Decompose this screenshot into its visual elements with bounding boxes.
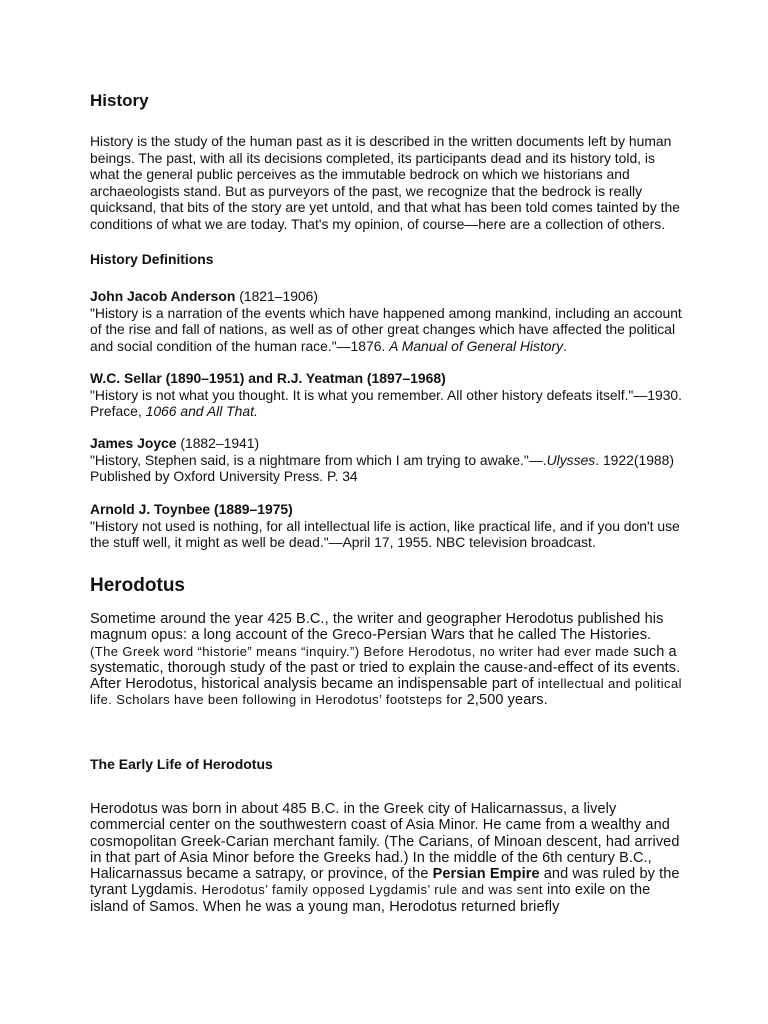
intro-text: Sometime around the year 425 B.C., the writer and geographer Herodotus published his magnum opus: a long account of the Greco-Persian Wars that he called The Histories. bbox=[90, 611, 664, 644]
definition-author: W.C. Sellar (1890–1951) and R.J. Yeatman (1897–1968) bbox=[90, 370, 446, 386]
quote-text: "History is a narration of the events which have happened among mankind, including an account of the rise and fall of nations, as well as of other great changes which have affected the political and social condition of the human race."—1876. bbox=[90, 304, 682, 354]
definitions-heading: History Definitions bbox=[90, 251, 214, 267]
definition-dates: (1821–1906) bbox=[235, 288, 318, 304]
body-text: Herodotus’ family opposed Lygdamis’ rule and was sent bbox=[201, 882, 543, 898]
quote-text: "History, Stephen said, is a nightmare from which I am trying to awake."—. bbox=[90, 451, 547, 468]
intro-text: intellectual and political life. Scholars have been following in Herodotus’ footsteps for bbox=[90, 676, 682, 708]
definition-author: Arnold J. Toynbee (1889–1975) bbox=[90, 501, 293, 517]
definition-entry bbox=[90, 435, 682, 485]
definition-author: James Joyce bbox=[90, 435, 177, 451]
definition-quote bbox=[90, 387, 682, 420]
quote-tail: . bbox=[563, 337, 567, 354]
quote-tail: . 1922(1988) Published by Oxford University Press. P. 34 bbox=[90, 451, 675, 484]
definition-quote bbox=[90, 452, 682, 485]
history-title: History bbox=[90, 91, 149, 110]
herodotus-intro bbox=[90, 611, 682, 709]
intro-text: such a systematic, thorough study of the past or tried to explain the cause-and-effect of its events. After Herodotus, historical analysis became an indispensable part of bbox=[90, 643, 681, 693]
quote-source: A Manual of General History bbox=[389, 337, 564, 354]
definition-quote bbox=[90, 305, 682, 355]
body-text: into exile on the island of Samos. When he was a young man, Herodotus returned briefly bbox=[90, 882, 651, 915]
quote-text: "History not used is nothing, for all intellectual life is action, like practical life, and if you don't use the stuff well, it might as well be dead."—April 17, 1955. NBC television broadcast. bbox=[90, 517, 680, 550]
definition-entry bbox=[90, 288, 682, 354]
body-text: Herodotus was born in about 485 B.C. in the Greek city of Halicarnassus, a lively commercial center on the southwestern coast of Asia Minor. He came from a wealthy and cosmopolitan Greek-Carian merchant family. (The Carians, of Minoan descent, had arrived in that part of Asia Minor before the Greeks had.) In the middle of the 6th century B.C., Halicarnassus became a satrapy, or province, of the bbox=[90, 801, 680, 883]
herodotus-title: Herodotus bbox=[90, 575, 185, 596]
definition-entry bbox=[90, 370, 682, 420]
definition-dates: (1882–1941) bbox=[176, 435, 260, 451]
intro-text: (The Greek word “historie” means “inquiry.”) Before Herodotus, no writer had ever made bbox=[90, 643, 630, 659]
early-life-heading: The Early Life of Herodotus bbox=[90, 756, 273, 772]
history-intro: History is the study of the human past as it is described in the written documents left by human beings. The past, with all its decisions completed, its participants dead and its history told, is what the general public perceives as the immutable bedrock on which we historians and archaeologists stand. But as purveyors of the past, we recognize that the bedrock is really quicksand, that bits of the story are yet untold, and that what has been told comes tainted by the conditions of what we are today. That's my opinion, of course—here are a collection of others. bbox=[90, 133, 680, 232]
intro-text: 2,500 years. bbox=[462, 692, 548, 709]
early-life-paragraph bbox=[90, 801, 682, 915]
quote-source: Ulysses bbox=[546, 451, 596, 468]
definition-entry bbox=[90, 501, 682, 551]
quote-source: 1066 and All That. bbox=[145, 403, 258, 419]
definition-quote bbox=[90, 518, 682, 551]
definition-author: John Jacob Anderson bbox=[90, 288, 236, 304]
quote-text: "History is not what you thought. It is what you remember. All other history defeats itself."—1930. Preface, bbox=[90, 386, 683, 419]
body-text: and was ruled by the tyrant Lygdamis. bbox=[90, 866, 680, 899]
persian-empire-term: Persian Empire bbox=[432, 866, 540, 883]
